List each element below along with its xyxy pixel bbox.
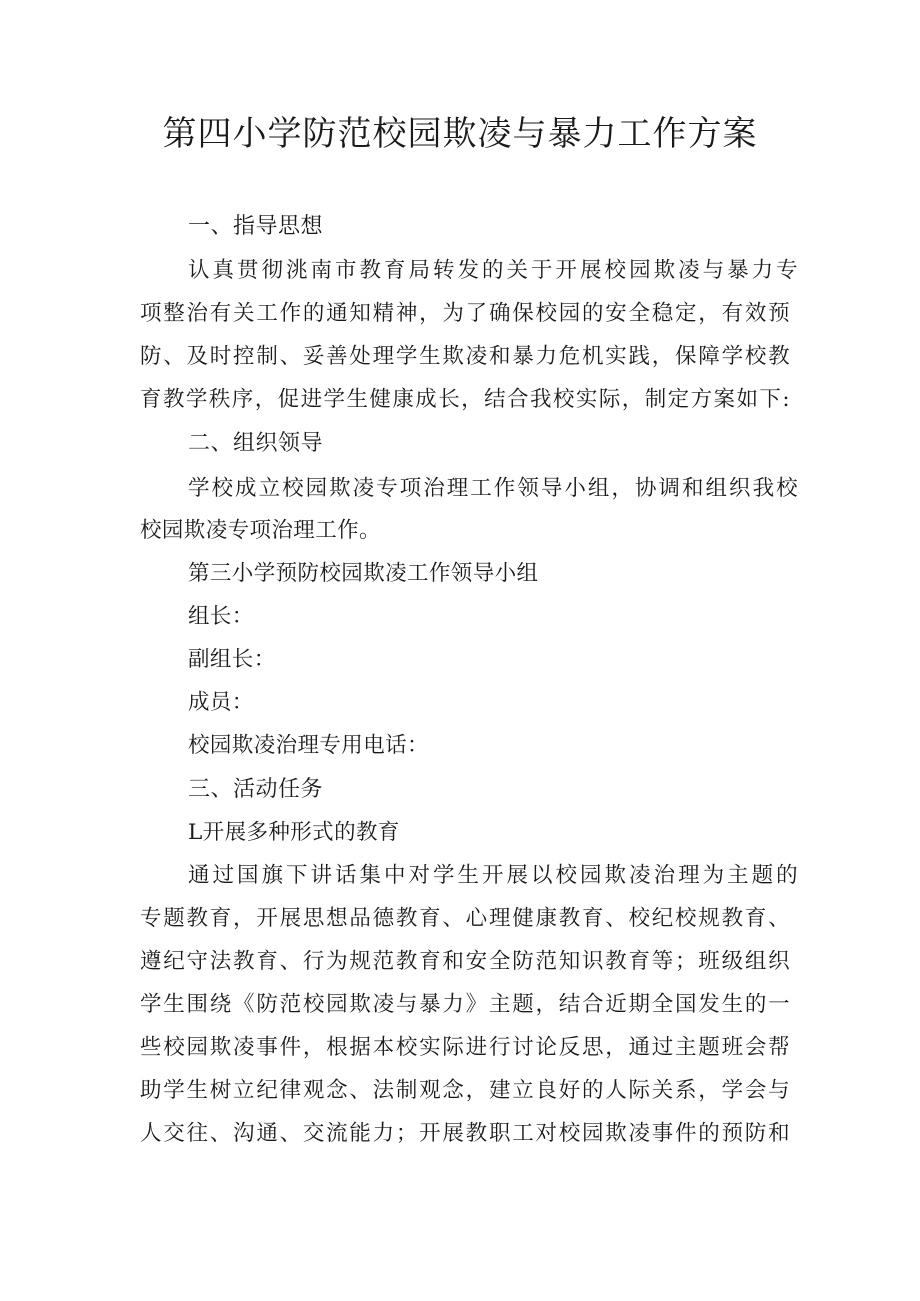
paragraph-line: 防、及时控制、妥善处理学生欺凌和暴力危机实践，保障学校教: [140, 344, 790, 369]
paragraph-line: 学校成立校园欺凌专项治理工作领导小组，协调和组织我校: [188, 476, 798, 501]
members-field: 成员：: [188, 690, 254, 715]
section-heading-organization: 二、组织领导: [188, 431, 324, 456]
deputy-leader-field: 副组长：: [188, 647, 276, 672]
section-heading-guiding-ideology: 一、指导思想: [188, 214, 324, 239]
paragraph-line: 学生围绕《防范校园欺凌与暴力》主题，结合近期全国发生的一: [140, 992, 790, 1017]
group-title: 第三小学预防校园欺凌工作领导小组: [188, 561, 539, 586]
paragraph-line: 遵纪守法教育、行为规范教育和安全防范知识教育等；班级组织: [140, 949, 790, 974]
section-heading-tasks: 三、活动任务: [188, 777, 324, 802]
paragraph-line: 通过国旗下讲话集中对学生开展以校园欺凌治理为主题的: [188, 863, 798, 888]
leader-field: 组长：: [188, 604, 254, 629]
paragraph-line: 育教学秩序，促进学生健康成长，结合我校实际，制定方案如下:: [140, 387, 790, 412]
paragraph-line: 人交往、沟通、交流能力；开展教职工对校园欺凌事件的预防和: [140, 1121, 790, 1146]
paragraph-line: 专题教育，开展思想品德教育、心理健康教育、校纪校规教育、: [140, 906, 790, 931]
paragraph-line: 些校园欺凌事件，根据本校实际进行讨论反思，通过主题班会帮: [140, 1035, 790, 1060]
paragraph-line: 校园欺凌专项治理工作。: [140, 518, 381, 543]
task-item-1: L开展多种形式的教育: [188, 820, 400, 845]
paragraph-line: 认真贯彻洮南市教育局转发的关于开展校园欺凌与暴力专: [188, 258, 798, 283]
paragraph-line: 项整治有关工作的通知精神，为了确保校园的安全稳定，有效预: [140, 301, 790, 326]
paragraph-line: 助学生树立纪律观念、法制观念，建立良好的人际关系，学会与: [140, 1078, 790, 1103]
document-title: 第四小学防范校园欺凌与暴力工作方案: [162, 114, 758, 154]
phone-field: 校园欺凌治理专用电话：: [188, 733, 429, 758]
